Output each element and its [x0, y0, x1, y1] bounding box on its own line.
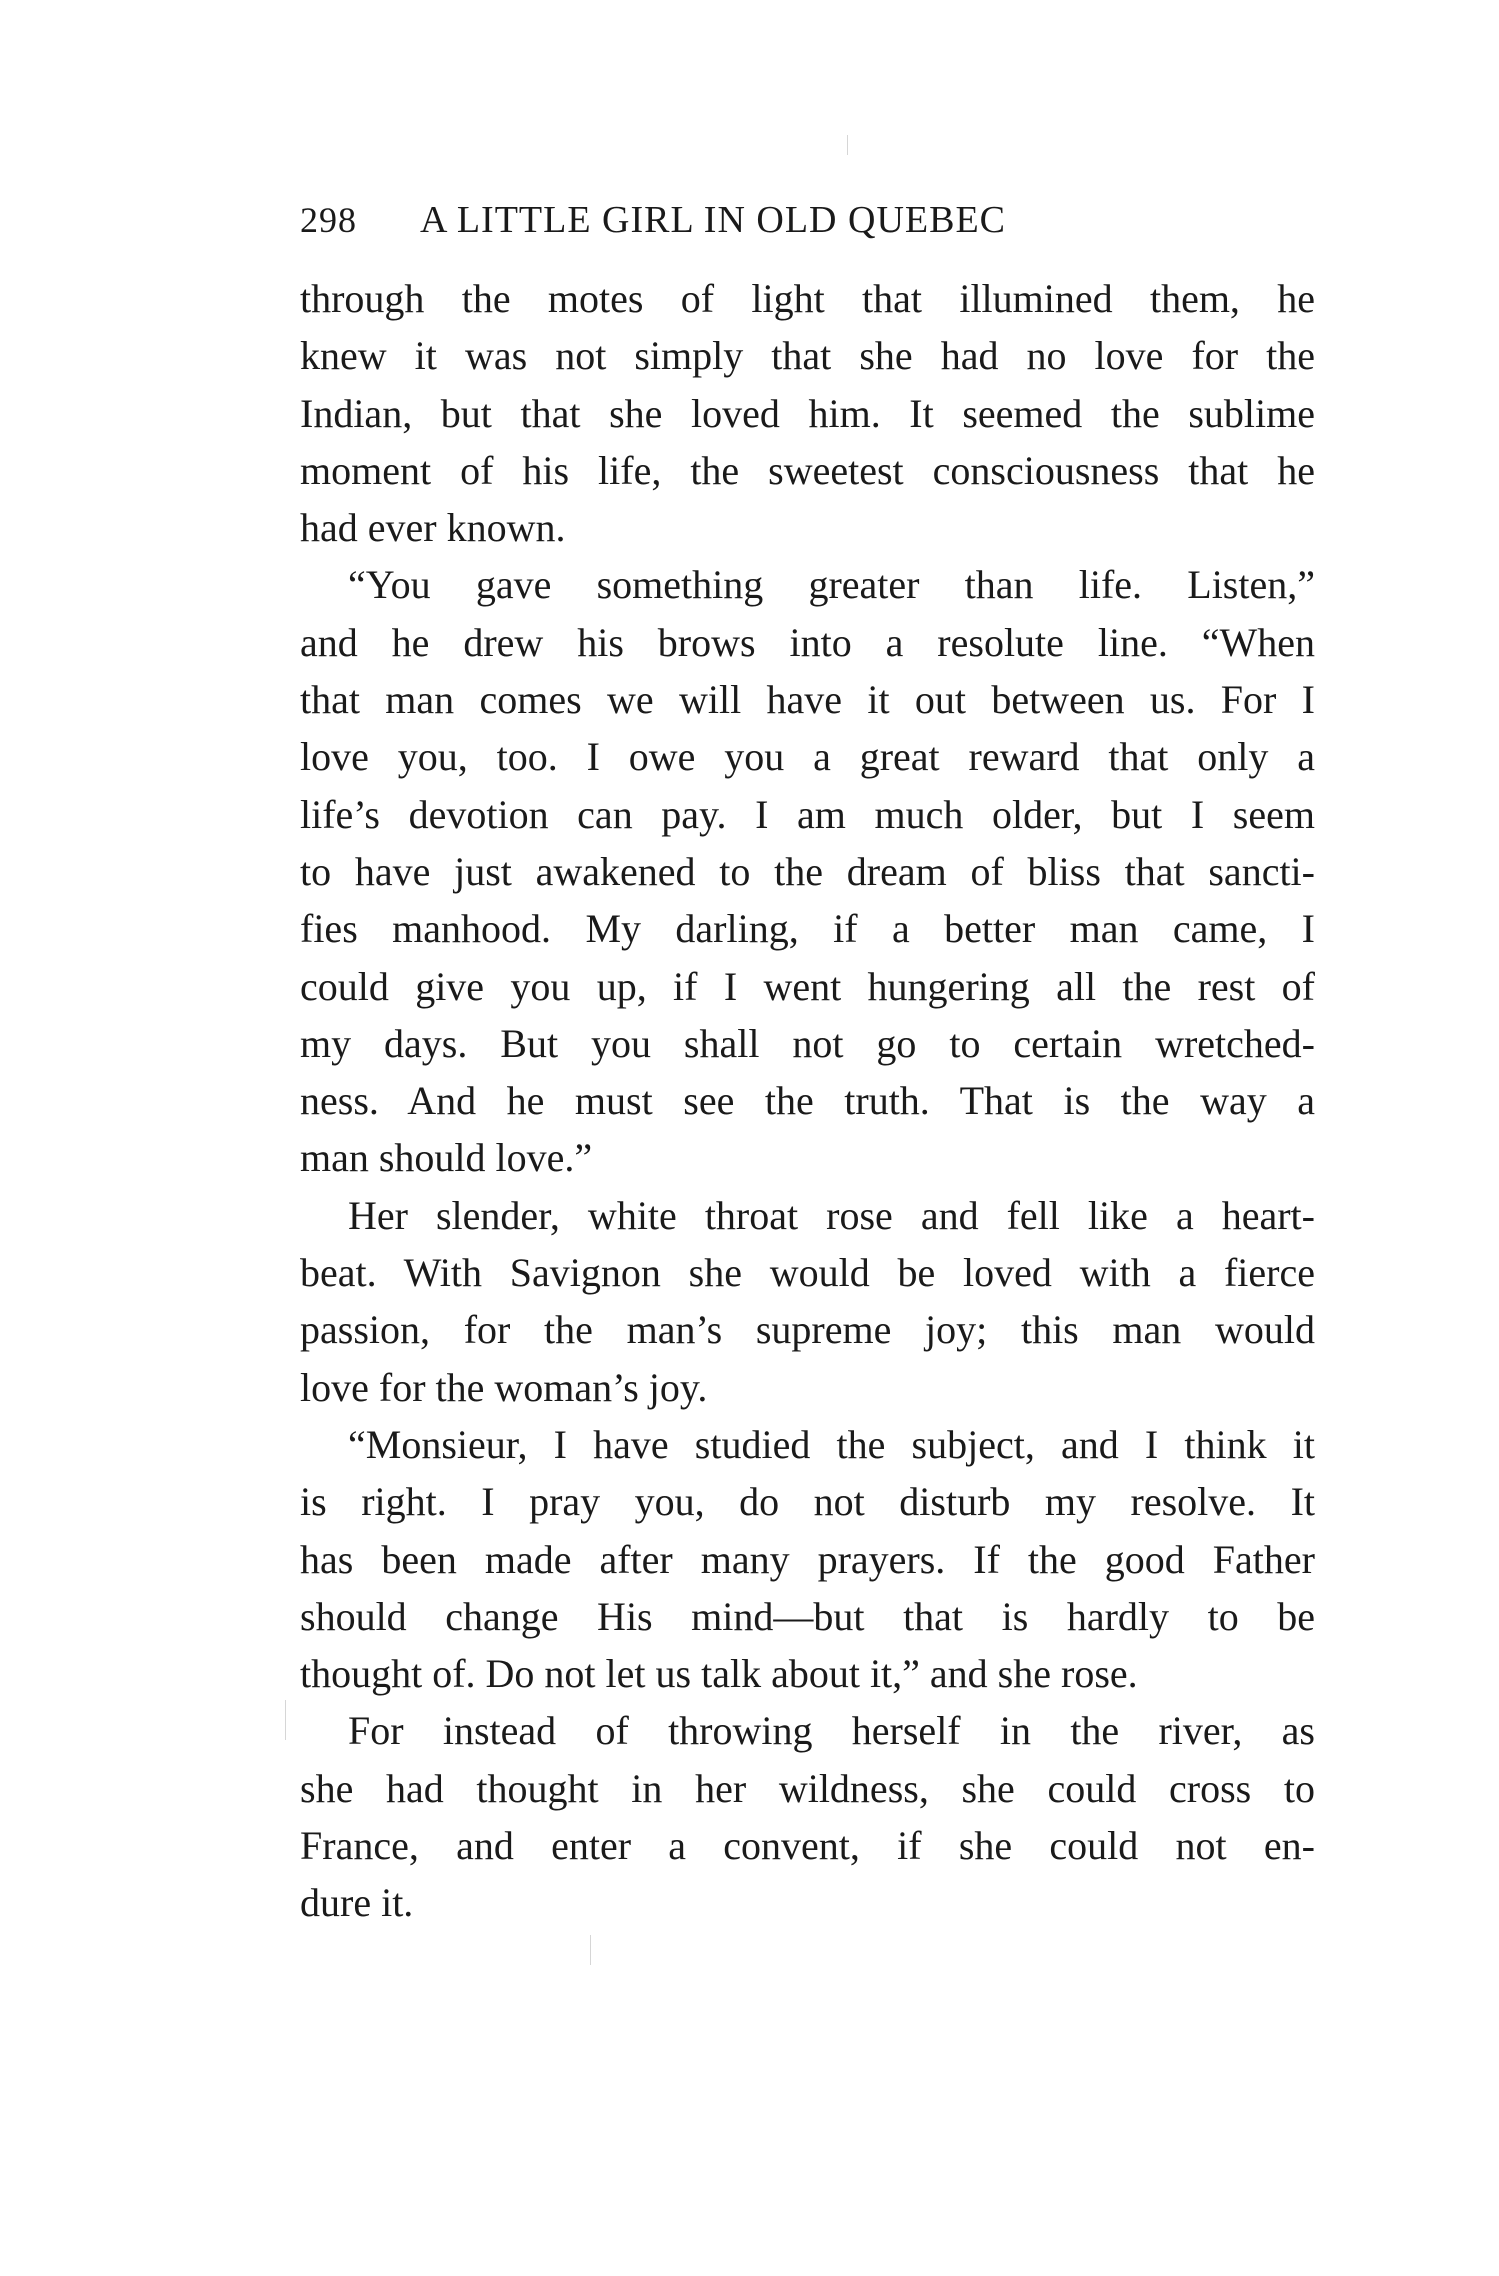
- text-line: has been made after many prayers. If the good Father: [300, 1536, 1315, 1582]
- text-line: beat. With Savignon she would be loved with a fierce: [300, 1250, 1315, 1296]
- text-line: “You gave something greater than life. Listen,”: [348, 562, 1315, 608]
- text-line: passion, for the man’s supreme joy; this man would: [300, 1307, 1315, 1353]
- text-line: man should love.”: [300, 1135, 593, 1181]
- text-line: dure it.: [300, 1880, 414, 1926]
- text-line: ness. And he must see the truth. That is the way a: [300, 1078, 1315, 1124]
- text-line: through the motes of light that illumined them, he: [300, 276, 1315, 321]
- text-line: love you, too. I owe you a great reward that only a: [300, 734, 1315, 780]
- text-line: should change His mind—but that is hardly to be: [300, 1593, 1315, 1639]
- text-line: is right. I pray you, do not disturb my resolve. It: [300, 1479, 1315, 1525]
- scan-speck: [590, 1935, 591, 1965]
- text-line: thought of. Do not let us talk about it,” and she rose.: [300, 1651, 1138, 1697]
- page-number: 298: [300, 200, 357, 240]
- running-title: A LITTLE GIRL IN OLD QUEBEC: [420, 199, 1006, 241]
- running-head: [300, 192, 1140, 248]
- text-line: moment of his life, the sweetest consciousness that he: [300, 447, 1315, 493]
- text-line: fies manhood. My darling, if a better man came, I: [300, 906, 1315, 952]
- scan-speck: [847, 135, 848, 155]
- text-line: could give you up, if I went hungering all the rest of: [300, 963, 1315, 1009]
- text-line: “Monsieur, I have studied the subject, and I think it: [348, 1421, 1315, 1467]
- text-line: she had thought in her wildness, she could cross to: [300, 1765, 1315, 1811]
- text-line: Indian, but that she loved him. It seemed the sublime: [300, 390, 1315, 436]
- text-line: my days. But you shall not go to certain wretched-: [300, 1020, 1315, 1066]
- text-line: France, and enter a convent, if she could not en-: [300, 1823, 1315, 1869]
- text-line: knew it was not simply that she had no love for the: [300, 333, 1315, 379]
- text-line: to have just awakened to the dream of bliss that sancti-: [300, 848, 1315, 894]
- text-line: Her slender, white throat rose and fell like a heart-: [348, 1192, 1315, 1238]
- text-line: that man comes we will have it out between us. For I: [300, 677, 1315, 723]
- body-text: [300, 270, 1315, 1932]
- text-line: For instead of throwing herself in the river, as: [348, 1708, 1315, 1754]
- text-line: and he drew his brows into a resolute line. “When: [300, 619, 1315, 665]
- text-line: had ever known.: [300, 505, 566, 551]
- scan-speck: [285, 1700, 286, 1740]
- text-line: life’s devotion can pay. I am much older, but I seem: [300, 791, 1315, 837]
- text-line: love for the woman’s joy.: [300, 1364, 708, 1410]
